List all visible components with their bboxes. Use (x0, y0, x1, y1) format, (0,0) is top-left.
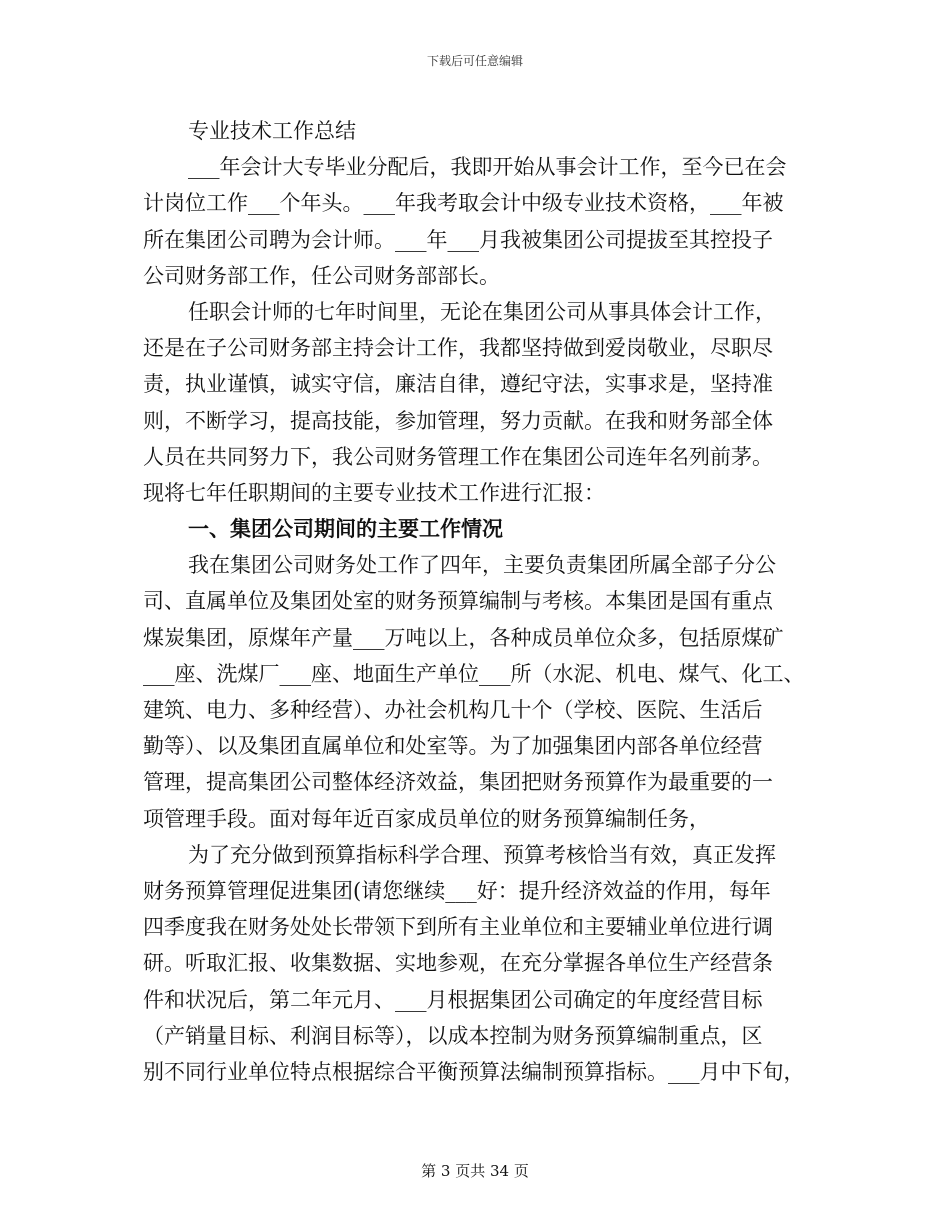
page-header: 下载后可任意编辑 (426, 54, 523, 68)
paragraph-line: 管理，提高集团公司整体经济效益，集团把财务预算作为最重要的一 (143, 770, 773, 795)
paragraph-line: 研。听取汇报、收集数据、实地参观，在充分掌握各单位生产经营条 (143, 951, 773, 976)
paragraph-line: 四季度我在财务处处长带领下到所有主业单位和主要辅业单位进行调 (143, 915, 773, 940)
section-heading: 一、集团公司期间的主要工作情况 (188, 516, 503, 542)
paragraph-line: 公司财务部工作，任公司财务部部长。 (143, 263, 500, 288)
paragraph-line: 司、直属单位及集团处室的财务预算编制与考核。本集团是国有重点 (143, 589, 773, 614)
document-title: 专业技术工作总结 (188, 119, 356, 143)
paragraph-line: 现将七年任职期间的主要专业技术工作进行汇报： (143, 480, 605, 505)
document-body (143, 113, 823, 1090)
paragraph-line: 煤炭集团，原煤年产量___万吨以上，各种成员单位众多，包括原煤矿 (143, 625, 784, 650)
paragraph-line: 项管理手段。面对每年近百家成员单位的财务预算编制任务， (143, 806, 710, 831)
paragraph-line: 勤等）、以及集团直属单位和处室等。为了加强集团内部各单位经营 (143, 734, 763, 759)
paragraph-line: 所在集团公司聘为会计师。___年___月我被集团公司提拔至其控投子 (143, 227, 773, 252)
paragraph-line: 则，不断学习，提高技能，参加管理，努力贡献。在我和财务部全体 (143, 408, 773, 433)
paragraph-line: 我在集团公司财务处工作了四年，主要负责集团所属全部子分公 (188, 553, 776, 578)
paragraph-line: 财务预算管理促进集团(请您继续___好：提升经济效益的作用，每年 (143, 878, 771, 903)
paragraph-line: 还是在子公司财务部主持会计工作，我都坚持做到爱岗敬业，尽职尽 (143, 336, 773, 361)
paragraph-line: ___座、洗煤厂___座、地面生产单位___所（水泥、机电、煤气、化工、 (143, 661, 805, 686)
paragraph-line: 人员在共同努力下，我公司财务管理工作在集团公司连年名列前茅。 (143, 444, 773, 469)
paragraph-line: ___年会计大专毕业分配后，我即开始从事会计工作，至今已在会 (188, 155, 787, 180)
paragraph-line: 计岗位工作___个年头。___年我考取会计中级专业技术资格，___年被 (143, 191, 784, 216)
paragraph-line: （产销量目标、利润目标等），以成本控制为财务预算编制重点，区 (143, 1023, 763, 1048)
paragraph-line: 任职会计师的七年时间里，无论在集团公司从事具体会计工作， (188, 299, 776, 324)
paragraph-line: 责，执业谨慎，诚实守信，廉洁自律，遵纪守法，实事求是，坚持准 (143, 372, 773, 397)
paragraph-line: 为了充分做到预算指标科学合理、预算考核恰当有效，真正发挥 (188, 842, 776, 867)
page-number: 第 3 页共 34 页 (421, 1162, 529, 1180)
paragraph-line: 建筑、电力、多种经营）、办社会机构几十个（学校、医院、生活后 (143, 698, 763, 722)
paragraph-line: 件和状况后，第二年元月、___月根据集团公司确定的年度经营目标 (143, 987, 763, 1012)
paragraph-line: 别不同行业单位特点根据综合平衡预算法编制预算指标。___月中下旬， (143, 1059, 805, 1084)
